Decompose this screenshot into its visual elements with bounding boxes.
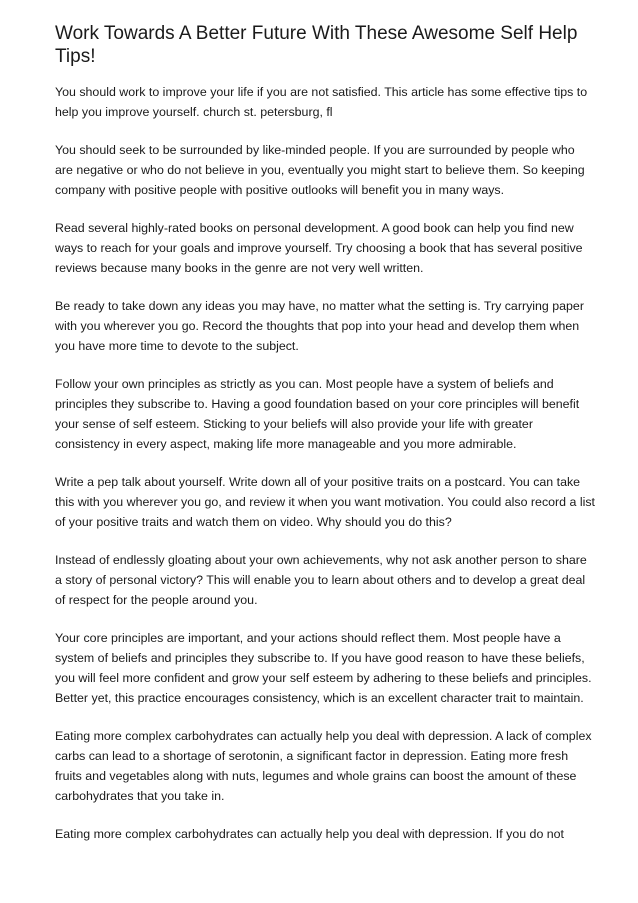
paragraph-intro: You should work to improve your life if you are not satisfied. This article has some effective tips to help you improve yourself. church st. petersburg, fl bbox=[55, 85, 588, 119]
paragraph-others: Instead of endlessly gloating about your own achievements, why not ask another person to share a story of personal victory? This will enable you to learn about others and to develop a great deal of respect for the people around you. bbox=[55, 553, 587, 607]
paragraph-carbohydrates: Eating more complex carbohydrates can actually help you deal with depression. A lack of complex carbs can lead to a shortage of serotonin, a significant factor in depression. Eating more fresh fruits and vegetables along with nuts, legumes and whole grains can boost the amount of these carbohydrates that you take in. bbox=[55, 729, 592, 803]
paragraph-ideas: Be ready to take down any ideas you may have, no matter what the setting is. Try carrying paper with you wherever you go. Record the thoughts that pop into your head and develop them when you have more time to devote to the subject. bbox=[55, 299, 584, 353]
page-title: Work Towards A Better Future With These Awesome Self Help Tips! bbox=[55, 23, 578, 67]
paragraph-carbohydrates-continued: Eating more complex carbohydrates can actually help you deal with depression. If you do not bbox=[55, 827, 564, 841]
document-page bbox=[55, 22, 595, 862]
paragraph-pep-talk: Write a pep talk about yourself. Write down all of your positive traits on a postcard. You can take this with you wherever you go, and review it when you want motivation. You could also record a list of your positive traits and watch them on video. Why should you do this? bbox=[55, 475, 595, 529]
paragraph-core-principles: Your core principles are important, and your actions should reflect them. Most people have a system of beliefs and principles they subscribe to. If you have good reason to have these beliefs, you will feel more confident and grow your self esteem by adhering to these beliefs and principles. Better yet, this practice encourages consistency, which is an excellent character trait to maintain. bbox=[55, 631, 592, 705]
paragraph-surroundings: You should seek to be surrounded by like-minded people. If you are surrounded by people who are negative or who do not believe in you, eventually you might start to believe them. So keeping company with positive people with positive outlooks will benefit you in many ways. bbox=[55, 143, 585, 197]
paragraph-books: Read several highly-rated books on personal development. A good book can help you find new ways to reach for your goals and improve yourself. Try choosing a book that has several positive reviews because many books in the genre are not very well written. bbox=[55, 221, 583, 275]
paragraph-principles: Follow your own principles as strictly as you can. Most people have a system of beliefs and principles they subscribe to. Having a good foundation based on your core principles will benefit your sense of self esteem. Sticking to your beliefs will also provide your life with greater consistency in every aspect, making life more manageable and you more admirable. bbox=[55, 377, 580, 451]
